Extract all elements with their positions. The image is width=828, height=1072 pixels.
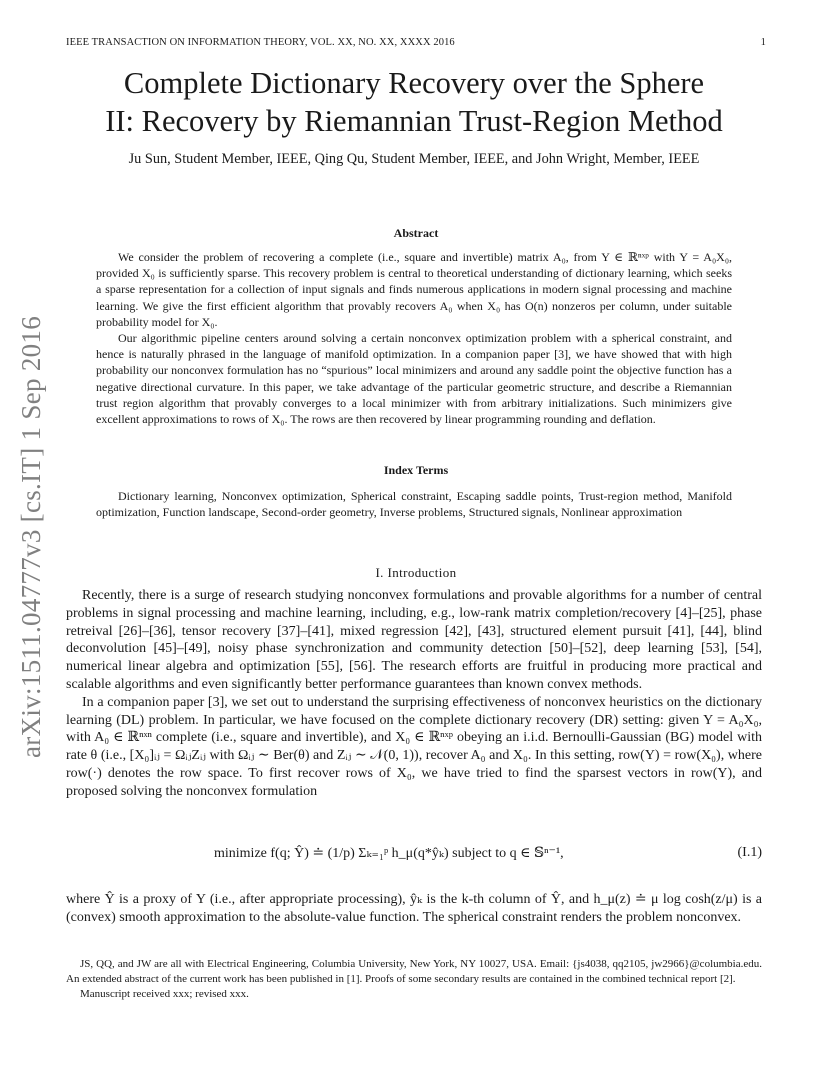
running-header [66, 37, 766, 48]
abstract-paragraph-1: We consider the problem of recovering a complete (i.e., square and invertible) matrix A₀, from Y ∈ ℝⁿˣᵖ with Y = A₀X₀, provided X₀ is sufficiently sparse. This recovery problem is central to theoretical understanding of dictionary learning, which seeks a sparse representation for a collection of input signals and finds numerous applications in modern signal processing and machine learning. We give the first efficient algorithm that provably recovers A₀ when X₀ has O(n) nonzeros per column, under suitable probability model for X₀. [96, 250, 732, 329]
intro-paragraph-3: where Ŷ is a proxy of Y (i.e., after appropriate processing), ŷₖ is the k-th column of Ŷ, and h_μ(z) ≐ μ log cosh(z/μ) is a (convex) smooth approximation to the absolute-value function. The spherical constraint renders the problem nonconvex. [66, 892, 762, 925]
equation-block [66, 836, 762, 882]
index-terms-heading: Index Terms [383, 463, 449, 477]
abstract-heading: Abstract [393, 226, 439, 240]
abstract-paragraph-2: Our algorithmic pipeline centers around solving a certain nonconvex optimization problem with a spherical constraint, and hence is naturally phrased in the language of manifold optimization. In a companion paper [3], we have showed that with high probability our nonconvex formulation has no “spurious” local minimizers and around any saddle point the objective function has a negative directional curvature. In this paper, we take advantage of the particular geometric structure, and describe a Riemannian trust region algorithm that provably converges to a local minimizer with from arbitrary initializations. Such minimizers give excellent approximations to rows of X₀. The rows are then recovered by linear programming rounding and deflation. [96, 331, 732, 427]
intro-paragraph-1: Recently, there is a surge of research studying nonconvex formulations and provable algorithms for a number of central problems in signal processing and machine learning, including, e.g., low-rank matrix completion/recovery [4]–[25], phase retreival [26]–[36], tensor recovery [37]–[41], mixed regression [42], [43], structured element pursuit [41], [44], blind deconvolution [45]–[49], noisy phase synchronization and community detection [50]–[52], deep learning [53], [54], numerical linear algebra and optimization [55], [56]. The research efforts are fruitful in producing more practical and scalable algorithms and even significantly better performance guarantees than known convex methods. [66, 588, 762, 692]
equation-number: (I.1) [737, 845, 762, 860]
running-title: IEEE TRANSACTION ON INFORMATION THEORY, VOL. XX, NO. XX, XXXX 2016 [66, 37, 455, 48]
introduction-body-continued [66, 891, 762, 927]
introduction-heading: I. Introduction [375, 565, 457, 580]
footnote [66, 957, 762, 1003]
footnote-manuscript: Manuscript received xxx; revised xxx. [80, 988, 249, 1001]
page-number: 1 [760, 37, 766, 48]
introduction-body [66, 587, 762, 801]
arxiv-stamp[interactable]: arXiv:1511.04777v3 [cs.IT] 1 Sep 2016 [16, 315, 46, 758]
equation-formula: minimize f(q; Ŷ) ≐ (1/p) Σₖ₌₁ᵖ h_μ(q*ŷₖ) subject to q ∈ 𝕊ⁿ⁻¹, [214, 846, 564, 861]
index-terms-text: Dictionary learning, Nonconvex optimization, Spherical constraint, Escaping saddle points, Trust-region method, Manifold optimization, Function landscape, Second-order geometry, Inverse problems, Structured signals, Nonlinear approximation [96, 489, 732, 520]
intro-paragraph-2: In a companion paper [3], we set out to understand the surprising effectiveness of nonconvex heuristics on the dictionary learning (DL) problem. In particular, we have focused on the complete dictionary recovery (DR) setting: given Y = A₀X₀, with A₀ ∈ ℝⁿˣⁿ complete (i.e., square and invertible), and X₀ ∈ ℝⁿˣᵖ obeying an i.i.d. Bernoulli-Gaussian (BG) model with rate θ (i.e., [X₀]ᵢⱼ = ΩᵢⱼZᵢⱼ with Ωᵢⱼ ∼ Ber(θ) and Zᵢⱼ ∼ 𝒩(0, 1)), recover A₀ and X₀. In this setting, row(Y) = row(X₀), where row(·) denotes the row space. To first recover rows of X₀, we have tried to find the sparsest vectors in row(Y), and proposed solving the nonconvex formulation [66, 694, 762, 799]
author-list: Ju Sun, Student Member, IEEE, Qing Qu, Student Member, IEEE, and John Wright, Member, IEEE [128, 151, 700, 167]
abstract-body [96, 249, 732, 427]
paper-title [40, 64, 788, 140]
footnote-affiliation: JS, QQ, and JW are all with Electrical Engineering, Columbia University, New York, NY 10027, USA. Email: {js4038, qq2105, jw2966}@columbia.edu. An extended abstract of the current work has been published in [1]. Proofs of some secondary results are contained in the combined technical report [2]. [66, 958, 762, 986]
title-line-1: Complete Dictionary Recovery over the Sphere [123, 66, 705, 100]
title-line-2: II: Recovery by Riemannian Trust-Region Method [105, 104, 723, 138]
arxiv-sidebar [4, 300, 64, 760]
